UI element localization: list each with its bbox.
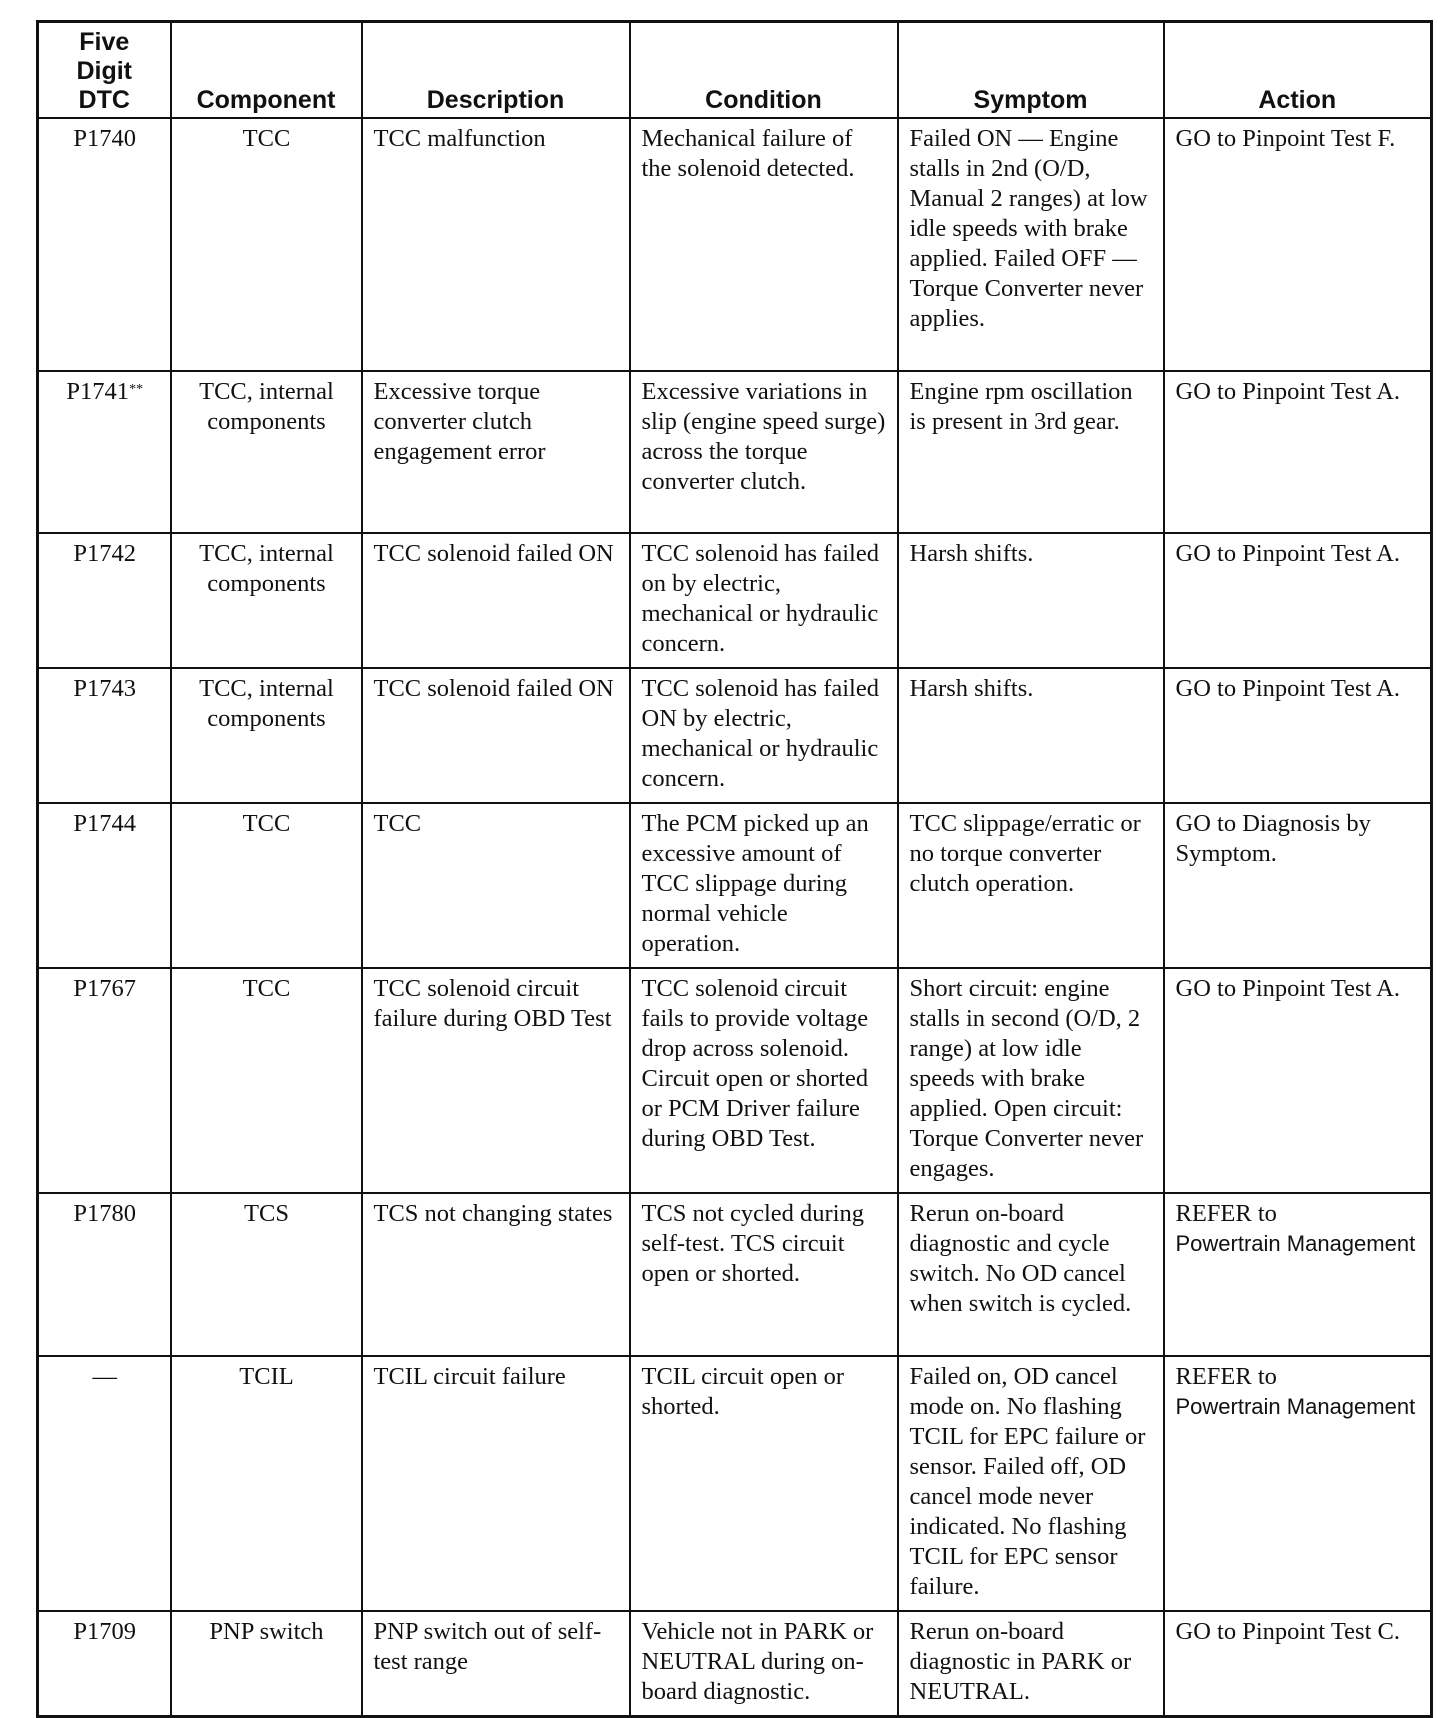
table-row bbox=[38, 371, 1432, 533]
cell-action bbox=[1164, 1193, 1432, 1356]
cell-component: TCC bbox=[171, 118, 362, 371]
cell-symptom: Harsh shifts. bbox=[898, 533, 1164, 668]
cell-symptom: Failed ON — Engine stalls in 2nd (O/D, Manual 2 ranges) at low idle speeds with brake applied. Failed OFF — Torque Converter never applies. bbox=[898, 118, 1164, 371]
cell-condition: Vehicle not in PARK or NEUTRAL during on-board diagnostic. bbox=[630, 1611, 898, 1717]
cell-description: TCC solenoid failed ON bbox=[362, 533, 630, 668]
cell-action: GO to Pinpoint Test F. bbox=[1164, 118, 1432, 371]
table-row bbox=[38, 1356, 1432, 1611]
cell-dtc: P1709 bbox=[38, 1611, 171, 1717]
cell-component: TCC, internal components bbox=[171, 668, 362, 803]
cell-action: GO to Pinpoint Test A. bbox=[1164, 533, 1432, 668]
cell-description: TCC malfunction bbox=[362, 118, 630, 371]
header-symptom: Symptom bbox=[898, 22, 1164, 119]
cell-description: TCC solenoid circuit failure during OBD Test bbox=[362, 968, 630, 1193]
action-prefix: REFER to bbox=[1175, 1363, 1277, 1390]
cell-condition: Mechanical failure of the solenoid detected. bbox=[630, 118, 898, 371]
cell-dtc: P1767 bbox=[38, 968, 171, 1193]
cell-description: Excessive torque converter clutch engagement error bbox=[362, 371, 630, 533]
cell-component: TCC bbox=[171, 803, 362, 968]
cell-component: PNP switch bbox=[171, 1611, 362, 1717]
cell-component: TCIL bbox=[171, 1356, 362, 1611]
cell-dtc: P1744 bbox=[38, 803, 171, 968]
cell-component: TCC, internal components bbox=[171, 371, 362, 533]
cell-description: TCC solenoid failed ON bbox=[362, 668, 630, 803]
table-row bbox=[38, 1193, 1432, 1356]
dtc-table bbox=[36, 20, 1433, 1718]
cell-description: TCIL circuit failure bbox=[362, 1356, 630, 1611]
cell-dtc: — bbox=[38, 1356, 171, 1611]
cell-symptom: Harsh shifts. bbox=[898, 668, 1164, 803]
table-row bbox=[38, 118, 1432, 371]
cell-action: GO to Pinpoint Test A. bbox=[1164, 968, 1432, 1193]
cell-action bbox=[1164, 1356, 1432, 1611]
cell-description: TCC bbox=[362, 803, 630, 968]
cell-symptom: TCC slippage/erratic or no torque converter clutch operation. bbox=[898, 803, 1164, 968]
cell-component: TCS bbox=[171, 1193, 362, 1356]
cell-condition: The PCM picked up an excessive amount of TCC slippage during normal vehicle operation. bbox=[630, 803, 898, 968]
header-action: Action bbox=[1164, 22, 1432, 119]
action-reference: Powertrain Management bbox=[1175, 1231, 1416, 1256]
header-condition: Condition bbox=[630, 22, 898, 119]
cell-symptom: Rerun on-board diagnostic and cycle switch. No OD cancel when switch is cycled. bbox=[898, 1193, 1164, 1356]
cell-condition: TCC solenoid has failed ON by electric, mechanical or hydraulic concern. bbox=[630, 668, 898, 803]
cell-component: TCC bbox=[171, 968, 362, 1193]
header-component: Component bbox=[171, 22, 362, 119]
cell-condition: Excessive variations in slip (engine speed surge) across the torque converter clutch. bbox=[630, 371, 898, 533]
cell-action: GO to Pinpoint Test A. bbox=[1164, 668, 1432, 803]
cell-component: TCC, internal components bbox=[171, 533, 362, 668]
dtc-table-page bbox=[36, 20, 1430, 1718]
cell-symptom: Failed on, OD cancel mode on. No flashing TCIL for EPC failure or sensor. Failed off, OD cancel mode never indicated. No flashing TCIL for EPC sensor failure. bbox=[898, 1356, 1164, 1611]
cell-symptom: Rerun on-board diagnostic in PARK or NEUTRAL. bbox=[898, 1611, 1164, 1717]
table-row bbox=[38, 803, 1432, 968]
table-header-row bbox=[38, 22, 1432, 119]
action-reference: Powertrain Management bbox=[1175, 1394, 1416, 1419]
action-prefix: REFER to bbox=[1175, 1200, 1277, 1227]
cell-action: GO to Diagnosis by Symptom. bbox=[1164, 803, 1432, 968]
cell-action: GO to Pinpoint Test A. bbox=[1164, 371, 1432, 533]
header-dtc: Five Digit DTC bbox=[38, 22, 171, 119]
cell-symptom: Short circuit: engine stalls in second (O/D, 2 range) at low idle speeds with brake applied. Open circuit: Torque Converter never engages. bbox=[898, 968, 1164, 1193]
header-description: Description bbox=[362, 22, 630, 119]
cell-dtc: P1780 bbox=[38, 1193, 171, 1356]
cell-condition: TCC solenoid has failed on by electric, mechanical or hydraulic concern. bbox=[630, 533, 898, 668]
cell-condition: TCC solenoid circuit fails to provide voltage drop across solenoid. Circuit open or shorted or PCM Driver failure during OBD Test. bbox=[630, 968, 898, 1193]
cell-condition: TCS not cycled during self-test. TCS circuit open or shorted. bbox=[630, 1193, 898, 1356]
cell-dtc: P1741** bbox=[38, 371, 171, 533]
table-row bbox=[38, 968, 1432, 1193]
footnote-mark: ** bbox=[129, 382, 144, 397]
cell-action: GO to Pinpoint Test C. bbox=[1164, 1611, 1432, 1717]
table-row bbox=[38, 1611, 1432, 1717]
cell-description: PNP switch out of self-test range bbox=[362, 1611, 630, 1717]
table-row bbox=[38, 668, 1432, 803]
cell-dtc: P1742 bbox=[38, 533, 171, 668]
table-row bbox=[38, 533, 1432, 668]
cell-condition: TCIL circuit open or shorted. bbox=[630, 1356, 898, 1611]
cell-dtc: P1743 bbox=[38, 668, 171, 803]
cell-description: TCS not changing states bbox=[362, 1193, 630, 1356]
cell-symptom: Engine rpm oscillation is present in 3rd gear. bbox=[898, 371, 1164, 533]
cell-dtc: P1740 bbox=[38, 118, 171, 371]
